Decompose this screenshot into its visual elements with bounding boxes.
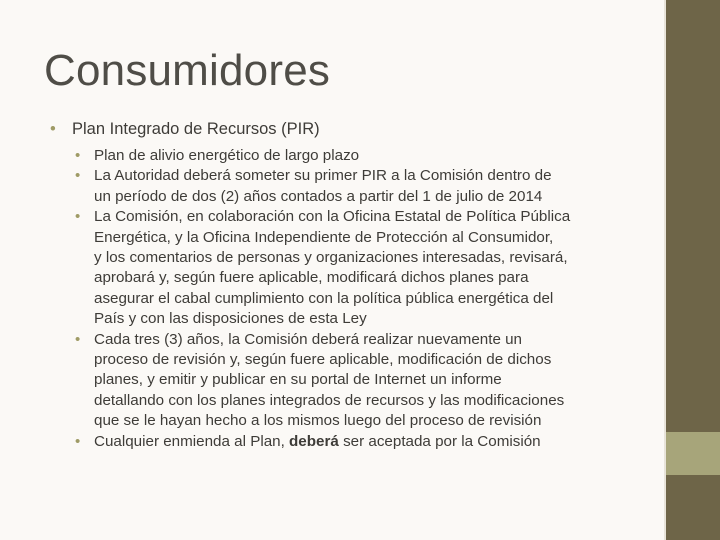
- sub-bullet-line: asegurar el cabal cumplimiento con la política pública energética del: [94, 289, 554, 307]
- bullet-dot-icon: •: [75, 147, 81, 164]
- sub-bullet-list: [50, 146, 660, 452]
- sub-bullet-line: La Comisión, en colaboración con la Oficina Estatal de Política Pública: [94, 208, 571, 226]
- sub-bullet-text-after: ser aceptada por la Comisión: [338, 432, 541, 450]
- sub-bullet-line: [94, 432, 660, 452]
- slide-title: Consumidores: [44, 46, 331, 95]
- sub-bullet-line: que se le hayan hecho a los mismos luego del proceso de revisión: [94, 412, 542, 430]
- sub-bullet-line: Plan de alivio energético de largo plazo: [94, 147, 360, 164]
- sub-bullet-3: [75, 207, 660, 329]
- sub-bullet-line: Energética, y la Oficina Independiente de Protección al Consumidor,: [94, 228, 554, 246]
- sub-bullet-text-before: Cualquier enmienda al Plan,: [94, 432, 290, 450]
- sub-bullet-line: y los comentarios de personas y organizaciones interesadas, revisará,: [94, 249, 568, 267]
- sub-bullet-line: detallando con los planes integrados de recursos y las modificaciones: [94, 391, 565, 409]
- sub-bullet-line: La Autoridad deberá someter su primer PIR a la Comisión dentro de: [94, 167, 552, 185]
- bullet-dot-icon: •: [75, 208, 81, 226]
- sub-bullet-5: [75, 432, 660, 452]
- sub-bullet-line: un período de dos (2) años contados a partir del 1 de julio de 2014: [94, 187, 543, 205]
- sub-bullet-2: [75, 166, 660, 207]
- sub-bullet-1: [75, 146, 660, 166]
- sub-bullet-bold-word: deberá: [289, 432, 339, 450]
- sub-bullet-line: Cada tres (3) años, la Comisión deberá realizar nuevamente un: [94, 330, 523, 348]
- sub-bullet-line: planes, y emitir y publicar en su portal de Internet un informe: [94, 371, 502, 389]
- side-accent-block: [666, 432, 720, 475]
- sub-bullet-line: aprobará y, según fuere aplicable, modificará dichos planes para: [94, 269, 529, 287]
- bullet-dot-icon: •: [75, 167, 81, 185]
- bullet-dot-icon: •: [50, 120, 56, 138]
- sub-bullet-line: proceso de revisión y, según fuere aplicable, modificación de dichos: [94, 351, 552, 369]
- sub-bullet-4: [75, 330, 660, 432]
- bullet-dot-icon: •: [75, 330, 81, 348]
- bullet-level1-text: Plan Integrado de Recursos (PIR): [72, 120, 320, 138]
- bullet-dot-icon: •: [75, 432, 81, 450]
- slide-content: [50, 118, 660, 452]
- bullet-level1: [50, 118, 660, 140]
- sub-bullet-line: País y con las disposiciones de esta Ley: [94, 310, 367, 328]
